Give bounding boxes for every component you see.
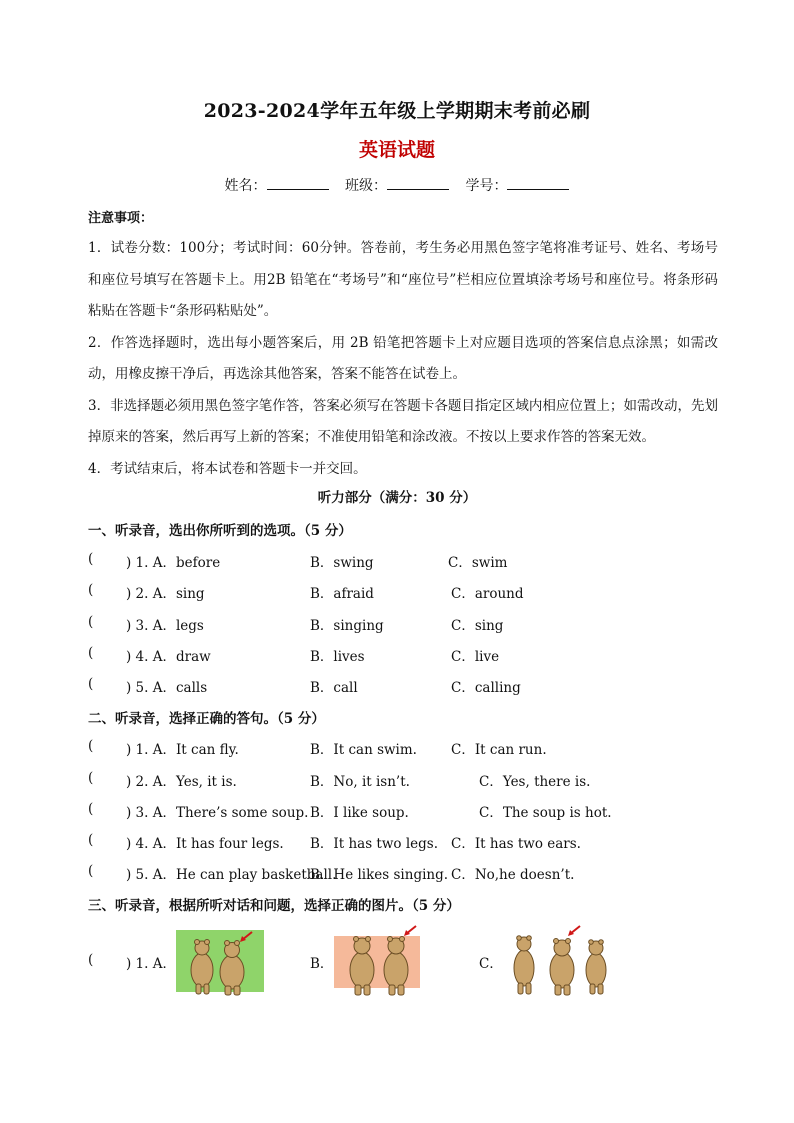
bear-picture-a[interactable]: [172, 922, 268, 998]
option-a: ) 3. A．legs: [126, 618, 204, 634]
option-b: B．No, it isn’t.: [310, 774, 410, 790]
option-b: B．lives: [310, 649, 365, 665]
question-row: [88, 801, 738, 823]
option-b: B．call: [310, 680, 358, 696]
answer-paren[interactable]: (: [88, 863, 94, 879]
question-row: [88, 863, 738, 885]
option-b: B．It has two legs.: [310, 836, 438, 852]
name-blank[interactable]: [267, 177, 329, 190]
class-blank[interactable]: [387, 177, 449, 190]
question-row: [88, 614, 738, 636]
id-blank[interactable]: [507, 177, 569, 190]
option-a: ) 4. A．draw: [126, 649, 211, 665]
section2-heading: 二、听录音，选择正确的答句。（5 分）: [88, 711, 325, 727]
option-b: B．singing: [310, 618, 384, 634]
option-c: C．It can run.: [451, 742, 547, 758]
option-b: B．It can swim.: [310, 742, 417, 758]
answer-paren[interactable]: (: [88, 770, 94, 786]
option-c: C．around: [451, 586, 524, 602]
answer-paren[interactable]: (: [88, 738, 94, 754]
question-row: [88, 676, 738, 698]
option-c: C．No,he doesn’t.: [451, 867, 575, 883]
name-field: [225, 178, 333, 194]
bear-picture-c[interactable]: [506, 922, 612, 998]
option-a: ) 5. A．He can play basketball.: [126, 867, 337, 883]
note-item: 2．作答选择题时，选出每小题答案后，用 2B 铅笔把答题卡上对应题目选项的答案信息点涂黑；如需改动，用橡皮擦干净后，再选涂其他答案，答案不能答在试卷上。: [88, 334, 718, 382]
listening-title: 听力部分（满分：30 分）: [317, 490, 477, 506]
section3-heading: 三、听录音，根据所听对话和问题，选择正确的图片。（5 分）: [88, 898, 460, 914]
bear-picture-b[interactable]: [332, 922, 424, 998]
option-c-label: C．: [479, 956, 503, 972]
option-c: C．Yes, there is.: [479, 774, 591, 790]
picture-question-row: [88, 922, 648, 1002]
notes-heading: 注意事项：: [88, 211, 154, 226]
option-b: B．He likes singing.: [310, 867, 449, 883]
name-label: 姓名：: [224, 178, 267, 194]
answer-paren[interactable]: (: [88, 801, 94, 817]
note-item: 4．考试结束后，将本试卷和答题卡一并交回。: [88, 460, 367, 477]
answer-paren[interactable]: (: [88, 582, 94, 598]
notes-list: [88, 233, 718, 485]
option-c: C．The soup is hot.: [479, 805, 612, 821]
option-c: C．It has two ears.: [451, 836, 581, 852]
question-row: [88, 582, 738, 604]
student-info-line: [0, 175, 794, 195]
option-c: C．live: [451, 649, 500, 665]
question-row: [88, 738, 738, 760]
answer-paren[interactable]: (: [88, 614, 94, 630]
note-item: 1．试卷分数：100分；考试时间：60分钟。答卷前，考生务必用黑色签字笔将准考证号、姓名、考场号和座位号填写在答题卡上。用2B 铅笔在“考场号”和“座位号”栏相应位置填涂考场号和座位号。将条形码粘贴在答题卡“条形码粘贴处”。: [88, 240, 718, 319]
question-row: [88, 645, 738, 667]
option-a: ) 2. A．sing: [126, 586, 205, 602]
exam-subtitle: 英语试题: [358, 139, 435, 161]
option-a: ) 1. A．before: [126, 555, 221, 571]
option-a: ) 4. A．It has four legs.: [126, 836, 284, 852]
option-b: B．swing: [310, 555, 374, 571]
exam-title: 2023-2024学年五年级上学期期末考前必刷: [203, 100, 591, 122]
option-a-label: ) 1. A．: [126, 956, 176, 972]
question-row: [88, 770, 738, 792]
answer-paren[interactable]: (: [88, 645, 94, 661]
option-b: B．I like soup.: [310, 805, 409, 821]
answer-paren[interactable]: (: [88, 952, 94, 968]
section1-heading: 一、听录音，选出你所听到的选项。（5 分）: [88, 523, 352, 539]
option-a: ) 1. A．It can fly.: [126, 742, 239, 758]
option-b: B．afraid: [310, 586, 374, 602]
id-label: 学号：: [465, 178, 508, 194]
answer-paren[interactable]: (: [88, 832, 94, 848]
option-c: C．swim: [448, 555, 508, 571]
class-field: [345, 178, 453, 194]
option-c: C．sing: [451, 618, 504, 634]
class-label: 班级：: [345, 178, 387, 194]
question-row: [88, 551, 738, 573]
answer-paren[interactable]: (: [88, 676, 94, 692]
option-a: ) 5. A．calls: [126, 680, 208, 696]
answer-paren[interactable]: (: [88, 551, 94, 567]
id-field: [465, 178, 569, 194]
question-row: [88, 832, 738, 854]
option-a: ) 3. A．There’s some soup.: [126, 805, 309, 821]
option-a: ) 2. A．Yes, it is.: [126, 774, 237, 790]
option-c: C．calling: [451, 680, 521, 696]
note-item: 3．非选择题必须用黑色签字笔作答，答案必须写在答题卡各题目指定区域内相应位置上；如需改动，先划掉原来的答案，然后再写上新的答案；不准使用铅笔和涂改液。不按以上要求作答的答案无效。: [88, 397, 718, 445]
option-b-label: B．: [310, 956, 334, 972]
